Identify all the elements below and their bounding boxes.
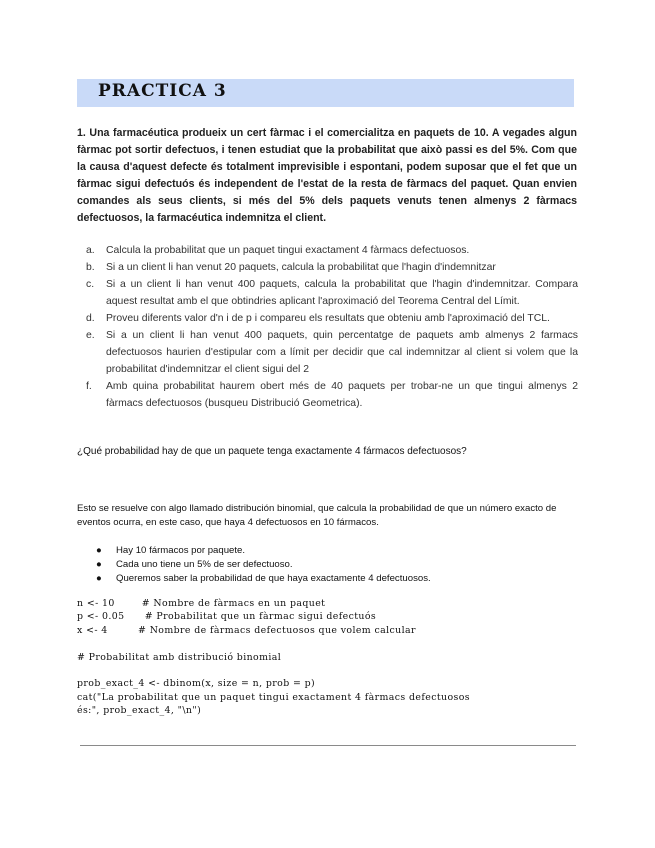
bullet-item	[96, 572, 431, 586]
subquestion-item	[86, 327, 578, 378]
subquestion-letter: a.	[86, 245, 95, 256]
subquestion-item	[86, 378, 578, 412]
bullet-icon: ●	[96, 545, 102, 556]
problem-statement: 1. Una farmacéutica produeix un cert fàrmac i el comercialitza en paquets de 10. A vegades algun fàrmac pot sortir defectuos, i tenen estudiat que la probabilitat que això passi es del 5%. Com que la causa d'aquest defecte és totalment imprevisible i espontani, podem suposar que el fet que un fàrmac sigui defectuós és independent de l'estat de la resta de fàrmacs del paquet. Quan envien comandes als seus clients, si més del 5% dels paquets venuts tenen almenys 2 fàrmacs defectuosos, la farmacéutica indemnitza el client.	[77, 127, 577, 224]
bullet-icon: ●	[96, 559, 102, 570]
subquestion-letter: b.	[86, 262, 95, 273]
subquestion-text: Si a un client li han venut 20 paquets, calcula la probabilitat que l'hagin d'indemnitzar	[106, 262, 496, 273]
answer-question: ¿Qué probabilidad hay de que un paquete tenga exactamente 4 fármacos defectuosos?	[77, 446, 467, 457]
bullet-item	[96, 558, 431, 572]
code-block: n <- 10 # Nombre de fàrmacs en un paquet p <- 0.05 # Probabilitat que un fàrmac sigui defectuós x <- 4 # Nombre de fàrmacs defectuosos que volem calcular # Probabilitat amb distribució binomial prob_exact_4 <- dbinom(x, size = n, prob = p) cat("La probabilitat que un paquet tingui exactament 4 fàrmacs defectuosos és:", prob_exact_4, "\n")	[77, 598, 470, 717]
horizontal-divider	[80, 745, 576, 746]
subquestion-letter: f.	[86, 381, 92, 392]
subquestion-letter: d.	[86, 313, 95, 324]
subquestion-letter: c.	[86, 279, 95, 290]
page-title: PRACTICA 3	[98, 81, 227, 101]
title-banner	[77, 79, 574, 107]
bullet-text: Cada uno tiene un 5% de ser defectuoso.	[116, 559, 293, 570]
subquestion-text: Proveu diferents valor d'n i de p i compareu els resultats que obteniu amb l'aproximació del TCL.	[106, 313, 550, 324]
bullet-item	[96, 544, 431, 558]
subquestion-text: Amb quina probabilitat haurem obert més de 40 paquets per trobar-ne un que tingui almenys 2 fàrmacs defectuosos (busqueu Distribució Geometrica).	[106, 381, 578, 409]
subquestion-letter: e.	[86, 330, 95, 341]
subquestion-list	[86, 242, 578, 412]
subquestion-text: Si a un client li han venut 400 paquets, calcula la probabilitat que l'hagin d'indemnitzar. Compara aquest resultat amb el que obtindries aplicant l'aproximació del Teorema Central del Límit.	[106, 279, 578, 307]
subquestion-text: Calcula la probabilitat que un paquet tingui exactament 4 fàrmacs defectuosos.	[106, 245, 470, 256]
subquestion-text: Si a un client li han venut 400 paquets, quin percentatge de paquets amb almenys 2 farmacs defectuosos haurien d'estipular com a límit per decidir que cal indemnitzar al client si volem que la probabilitat d'indemnitzar el client sigui del 2	[106, 330, 578, 375]
subquestion-item	[86, 242, 578, 259]
bullet-text: Hay 10 fármacos por paquete.	[116, 545, 246, 556]
subquestion-item	[86, 310, 578, 327]
bullet-text: Queremos saber la probabilidad de que haya exactamente 4 defectuosos.	[116, 573, 431, 584]
subquestion-item	[86, 276, 578, 310]
answer-bullet-list	[96, 544, 431, 586]
answer-paragraph: Esto se resuelve con algo llamado distribución binomial, que calcula la probabilidad de que un número exacto de eventos ocurra, en este caso, que haya 4 defectuosos en 10 fármacos.	[77, 503, 557, 528]
subquestion-item	[86, 259, 578, 276]
bullet-icon: ●	[96, 573, 102, 584]
